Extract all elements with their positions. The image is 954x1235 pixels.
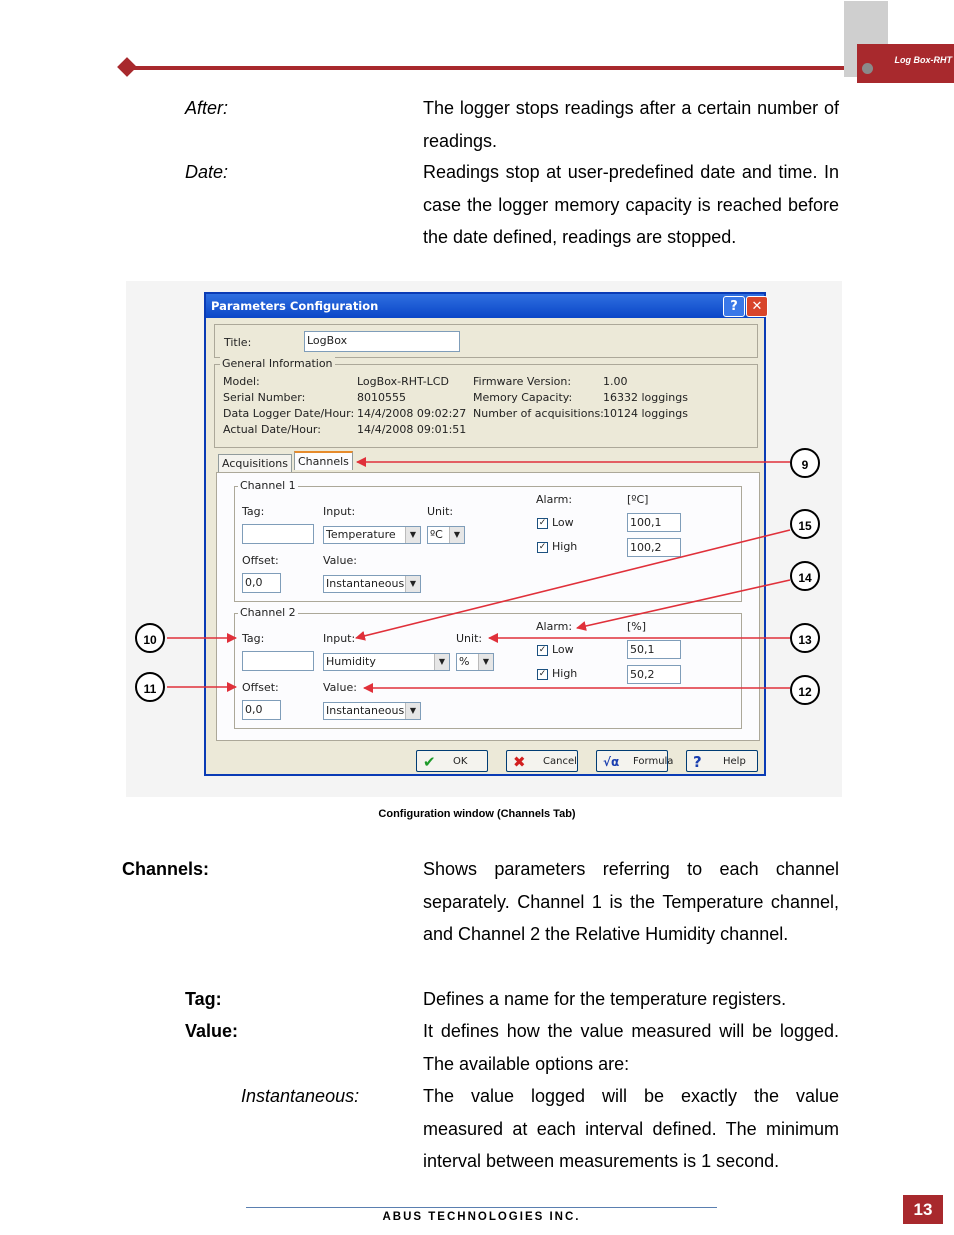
- channel2-low-checkbox[interactable]: ✓: [538, 645, 547, 655]
- channel1-tag-input[interactable]: [242, 524, 314, 544]
- logger-date-label: Data Logger Date/Hour:: [223, 407, 355, 420]
- channel1-high-checkbox[interactable]: ✓: [538, 542, 547, 552]
- channel1-input-select[interactable]: Temperature ▼: [323, 526, 421, 544]
- channel1-offset-input[interactable]: 0,0: [242, 573, 281, 593]
- footer-rule: [246, 1207, 717, 1208]
- channel1-alarm-label: Alarm:: [536, 493, 573, 506]
- channel1-alarm-unit: [ºC]: [627, 493, 649, 506]
- channel2-input-label: Input:: [323, 632, 356, 645]
- chevron-down-icon: ▼: [434, 654, 449, 670]
- model-value: LogBox-RHT-LCD: [357, 375, 449, 388]
- ok-button[interactable]: ✔ OK: [416, 750, 488, 772]
- channel2-unit-label: Unit:: [456, 632, 483, 645]
- callout-15: 15: [790, 509, 820, 539]
- channel1-value-label: Value:: [323, 554, 357, 567]
- square-root-icon: √α: [603, 755, 620, 769]
- acquisitions-value: 10124 loggings: [603, 407, 688, 420]
- title-input[interactable]: LogBox: [304, 331, 460, 352]
- window-title: Parameters Configuration: [211, 299, 379, 313]
- firmware-value: 1.00: [603, 375, 628, 388]
- channel2-unit-select[interactable]: % ▼: [456, 653, 494, 671]
- channel2-low-input[interactable]: 50,1: [627, 640, 681, 659]
- formula-button[interactable]: √α Formula: [596, 750, 668, 772]
- memory-label: Memory Capacity:: [473, 391, 573, 404]
- channel2-alarm-unit: [%]: [627, 620, 647, 633]
- desc-date: Readings stop at user-predefined date and time. In case the logger memory capacity is reached before the date defined, readings are stopped.: [423, 162, 839, 247]
- close-icon[interactable]: ✕: [746, 296, 768, 317]
- term-instantaneous: Instantaneous:: [241, 1086, 360, 1106]
- channel1-tag-label: Tag:: [242, 505, 265, 518]
- channel1-unit-select[interactable]: ºC ▼: [427, 526, 465, 544]
- serial-label: Serial Number:: [223, 391, 306, 404]
- chevron-down-icon: ▼: [449, 527, 464, 543]
- channel1-value-select[interactable]: Instantaneous ▼: [323, 575, 421, 593]
- question-icon: ?: [693, 753, 702, 771]
- chevron-down-icon: ▼: [405, 527, 420, 543]
- header-product-tag: Log Box-RHT: [857, 44, 954, 83]
- title-label: Title:: [224, 336, 252, 349]
- channel2-low-label: Low: [552, 643, 574, 656]
- desc-value: It defines how the value measured will be logged. The available options are:: [423, 1021, 839, 1074]
- channel1-low-checkbox[interactable]: ✓: [538, 518, 547, 528]
- memory-value: 16332 loggings: [603, 391, 688, 404]
- actual-date-label: Actual Date/Hour:: [223, 423, 321, 436]
- firmware-label: Firmware Version:: [473, 375, 572, 388]
- channel1-unit-label: Unit:: [427, 505, 454, 518]
- help-icon[interactable]: ?: [723, 296, 745, 317]
- callout-9: 9: [790, 448, 820, 478]
- term-date: Date:: [185, 162, 229, 182]
- term-after: After:: [185, 98, 229, 118]
- term-value: Value:: [185, 1021, 239, 1041]
- window-titlebar: [206, 294, 764, 318]
- help-button[interactable]: ? Help: [686, 750, 758, 772]
- actual-date-value: 14/4/2008 09:01:51: [357, 423, 467, 436]
- general-info-legend: General Information: [222, 357, 333, 370]
- header-circle-icon: [862, 63, 873, 74]
- serial-value: 8010555: [357, 391, 406, 404]
- page-number: 13: [903, 1195, 943, 1224]
- channel1-high-label: High: [552, 540, 578, 553]
- channel1-offset-label: Offset:: [242, 554, 279, 567]
- desc-channels: Shows parameters referring to each channel separately. Channel 1 is the Temperature channel, and Channel 2 the Relative Humidity channel.: [423, 859, 839, 944]
- channel2-high-label: High: [552, 667, 578, 680]
- cancel-button[interactable]: ✖ Cancel: [506, 750, 578, 772]
- chevron-down-icon: ▼: [478, 654, 493, 670]
- channel2-tag-input[interactable]: [242, 651, 314, 671]
- callout-12: 12: [790, 675, 820, 705]
- callout-11: 11: [135, 672, 165, 702]
- channel2-tag-label: Tag:: [242, 632, 265, 645]
- channel1-input-label: Input:: [323, 505, 356, 518]
- footer-company: ABUS TECHNOLOGIES INC.: [382, 1211, 581, 1223]
- desc-tag: Defines a name for the temperature registers.: [423, 989, 787, 1009]
- tab-acquisitions[interactable]: Acquisitions: [218, 454, 292, 472]
- chevron-down-icon: ▼: [405, 703, 420, 719]
- channel1-low-input[interactable]: 100,1: [627, 513, 681, 532]
- figure-caption: Configuration window (Channels Tab): [378, 808, 576, 820]
- channel2-offset-input[interactable]: 0,0: [242, 700, 281, 720]
- term-channels: Channels:: [122, 859, 210, 879]
- tab-channels[interactable]: Channels: [294, 451, 353, 470]
- header-rule: [128, 66, 844, 70]
- channel1-high-input[interactable]: 100,2: [627, 538, 681, 557]
- parameters-configuration-window: [204, 292, 766, 776]
- channel2-offset-label: Offset:: [242, 681, 279, 694]
- title-group: [214, 324, 758, 358]
- channel2-alarm-label: Alarm:: [536, 620, 573, 633]
- channel2-high-input[interactable]: 50,2: [627, 665, 681, 684]
- channel2-input-select[interactable]: Humidity ▼: [323, 653, 450, 671]
- header-diamond: [117, 57, 137, 77]
- checkmark-icon: ✔: [423, 753, 436, 771]
- callout-14: 14: [790, 561, 820, 591]
- chevron-down-icon: ▼: [405, 576, 420, 592]
- cancel-x-icon: ✖: [513, 753, 526, 771]
- channel2-value-label: Value:: [323, 681, 357, 694]
- acquisitions-label: Number of acquisitions:: [473, 407, 604, 420]
- term-tag: Tag:: [185, 989, 222, 1009]
- desc-instantaneous: The value logged will be exactly the value measured at each interval defined. The minimum interval between measurements is 1 second.: [423, 1086, 839, 1171]
- channel1-legend: Channel 1: [240, 479, 296, 492]
- channel2-high-checkbox[interactable]: ✓: [538, 669, 547, 679]
- channel1-low-label: Low: [552, 516, 574, 529]
- channel2-legend: Channel 2: [240, 606, 296, 619]
- channel2-value-select[interactable]: Instantaneous ▼: [323, 702, 421, 720]
- logger-date-value: 14/4/2008 09:02:27: [357, 407, 467, 420]
- model-label: Model:: [223, 375, 260, 388]
- desc-after: The logger stops readings after a certain number of readings.: [423, 98, 839, 151]
- callout-13: 13: [790, 623, 820, 653]
- callout-10: 10: [135, 623, 165, 653]
